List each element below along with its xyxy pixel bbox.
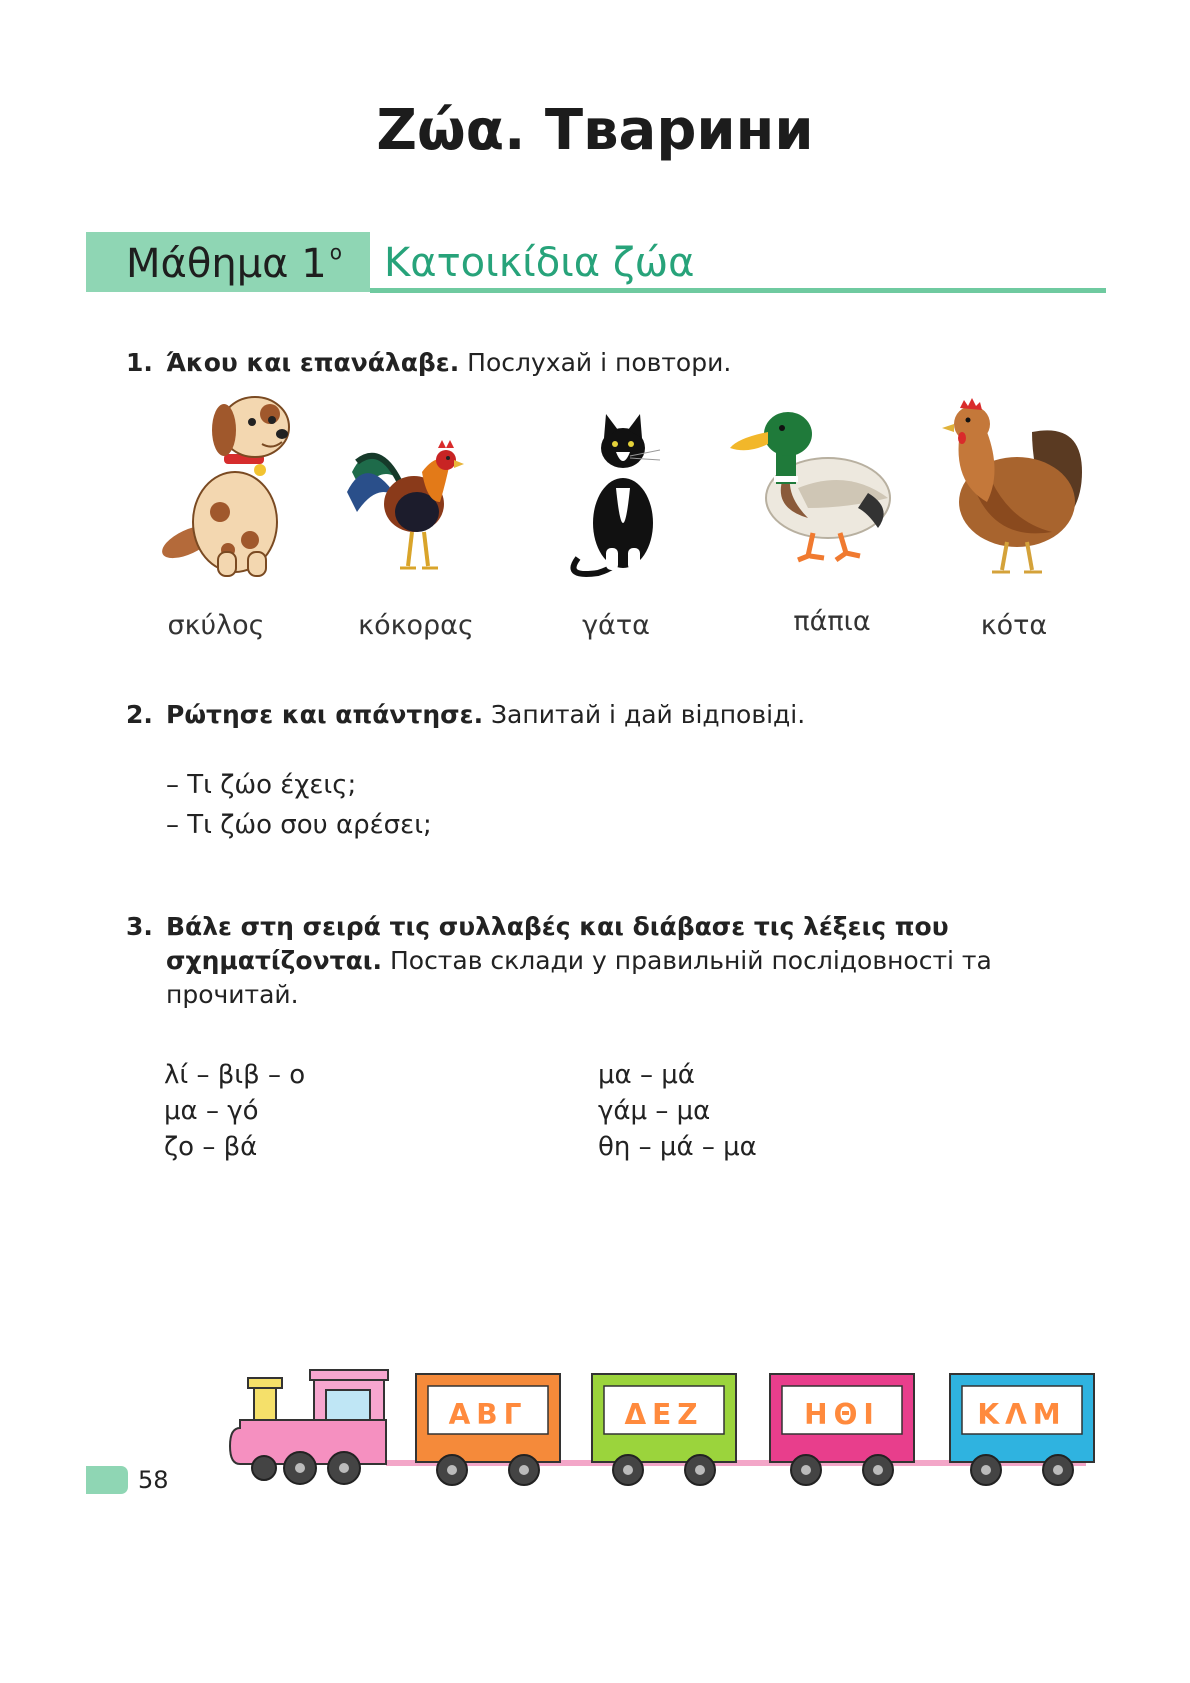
wagon-letters: ΗΘΙ <box>804 1398 880 1431</box>
syllable-item: λί – βιβ – ο <box>164 1060 306 1090</box>
syllable-item: γάμ – μα <box>598 1096 711 1126</box>
question-line: – Τι ζώο έχεις; <box>166 770 357 800</box>
exercise-2-number: 2. <box>126 700 153 729</box>
duck-icon <box>728 398 898 568</box>
exercise-2-ukrainian: Запитай і дай відповіді. <box>491 700 806 729</box>
wagon <box>766 1370 918 1500</box>
lesson-underline <box>370 288 1106 293</box>
exercise-3-line-1 <box>126 910 1046 944</box>
syllable-item: θη – μά – μα <box>598 1132 757 1162</box>
animal-word: γάτα <box>582 610 650 641</box>
lesson-label-text: Μάθημα 1 <box>126 241 327 287</box>
locomotive-icon <box>230 1370 388 1484</box>
dog-icon <box>150 392 320 582</box>
exercise-3-line-3: прочитай. <box>166 980 299 1009</box>
exercise-3-instruction <box>126 910 1046 1012</box>
exercise-1-instruction <box>126 346 731 380</box>
syllable-item: ζο – βά <box>164 1132 258 1162</box>
page-number-tab <box>86 1466 128 1494</box>
wagon <box>412 1370 564 1500</box>
exercise-2-greek: Ρώτησε και απάντησε. <box>166 700 484 729</box>
animal-word: σκύλος <box>167 610 265 641</box>
wagon <box>588 1370 740 1500</box>
page-title: Ζώα. Тварини <box>376 98 814 163</box>
exercise-1-number: 1. <box>126 348 153 377</box>
hen-icon <box>932 392 1092 582</box>
exercise-3-line-2 <box>126 944 1046 978</box>
wagon-letters: ΔΕΖ <box>624 1398 704 1431</box>
exercise-2-instruction <box>126 698 805 732</box>
exercise-3-greek-1: Βάλε στη σειρά τις συλλαβές και διάβασε τις λέξεις που <box>166 912 949 941</box>
wagon-letters: ΑΒΓ <box>448 1398 528 1431</box>
exercise-3-greek-2: σχηματίζονται. <box>166 946 383 975</box>
exercise-1-ukrainian: Послухай і повтори. <box>467 348 732 377</box>
syllable-item: μα – μά <box>598 1060 695 1090</box>
wagon <box>946 1370 1098 1500</box>
wagon-letters: ΚΛΜ <box>977 1398 1067 1431</box>
page-number: 58 <box>138 1466 169 1494</box>
exercise-3-number: 3. <box>126 912 153 941</box>
cat-icon <box>568 408 678 578</box>
lesson-label <box>126 240 342 287</box>
syllable-item: μα – γό <box>164 1096 259 1126</box>
exercise-1-greek: Άκου και επανάλαβε. <box>166 348 460 377</box>
rooster-icon <box>342 432 482 582</box>
train-wagons <box>412 1370 1104 1500</box>
exercise-3-ukrainian-2: Постав склади у правильній послідовності та <box>389 946 992 975</box>
lesson-topic: Κατοικίδια ζώα <box>384 240 695 286</box>
question-line: – Τι ζώο σου αρέσει; <box>166 810 432 840</box>
animal-word: κόκορας <box>358 610 474 641</box>
ordinal-mark: ο <box>329 240 342 264</box>
animal-word: πάπια <box>793 606 871 637</box>
animal-word: κότα <box>980 610 1048 641</box>
